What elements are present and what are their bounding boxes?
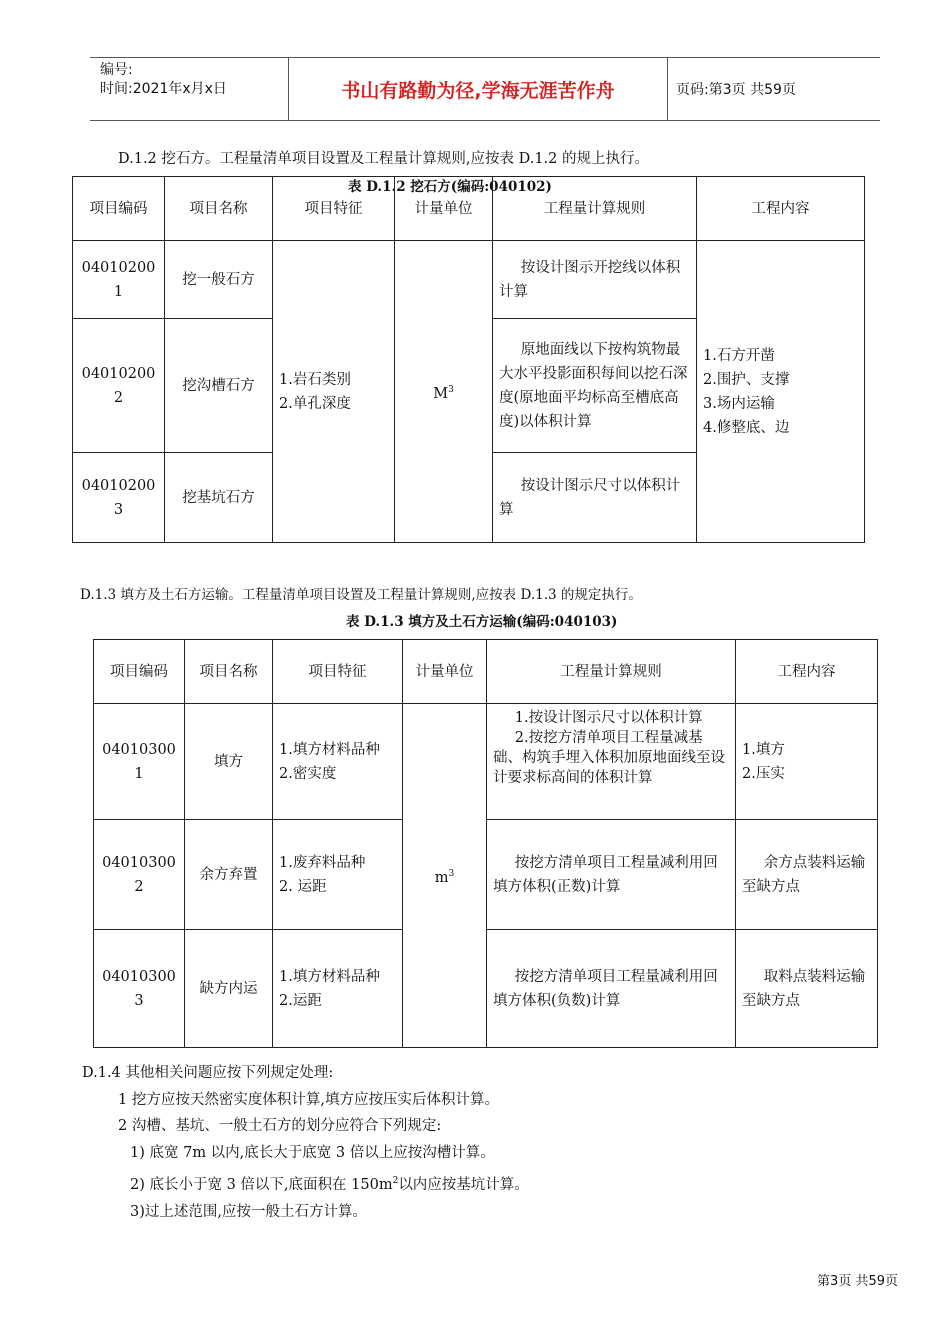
rule-cell xyxy=(487,704,736,820)
header-cell: 项目名称 xyxy=(165,177,273,241)
table-header-row xyxy=(94,640,878,704)
sub2-text-b: 以内应按基坑计算。 xyxy=(398,1177,529,1193)
table-d13 xyxy=(93,639,878,1048)
content-line: 1.石方开凿 xyxy=(703,347,775,364)
feature-line: 1.填方材料品种 xyxy=(279,741,380,758)
rule-line: 1.按设计图示尺寸以体积计算 xyxy=(514,710,703,726)
feature-line: 2.运距 xyxy=(279,992,322,1009)
page-footer: 第3页 共59页 xyxy=(817,1274,898,1289)
time-label: 时间:2021年x月x日 xyxy=(100,81,227,97)
page-header xyxy=(90,57,880,121)
feature-line: 1.岩石类别 xyxy=(279,371,351,388)
header-cell: 工程内容 xyxy=(736,640,878,704)
feature-line: 2.单孔深度 xyxy=(279,395,351,412)
rule-cell: 按设计图示开挖线以体积计算 xyxy=(493,241,697,319)
header-meta xyxy=(90,58,288,120)
feature-line: 2. 运距 xyxy=(279,878,327,895)
table-row xyxy=(73,241,865,319)
table-header-row xyxy=(73,177,865,241)
feature-cell xyxy=(273,241,395,543)
motto: 书山有路勤为径,学海无涯苦作舟 xyxy=(288,58,668,120)
page-label: 页码:第3页 共59页 xyxy=(676,82,796,98)
rule-line: 2.按挖方清单项目工程量减基础、构筑手埋入体积加原地面线至设计要求标高间的体积计算 xyxy=(493,730,725,786)
code-cell: 040102003 xyxy=(73,453,165,543)
content-line: 4.修整底、边 xyxy=(703,419,790,436)
header-cell: 工程量计算规则 xyxy=(487,640,736,704)
feature-line: 1.废弃料品种 xyxy=(279,854,366,871)
header-cell: 项目特征 xyxy=(273,640,403,704)
header-cell: 项目名称 xyxy=(185,640,273,704)
content-line: 2.围护、支撑 xyxy=(703,371,790,388)
sub2-text-a: 2) 底长小于宽 3 倍以下,底面积在 150m xyxy=(130,1177,393,1193)
rule-cell: 原地面线以下按构筑物最大水平投影面积每间以挖石深度(原地面平均标高至槽底高度)以体积计算 xyxy=(493,319,697,453)
content-cell: 取料点装料运输至缺方点 xyxy=(736,930,878,1048)
unit-sup: 3 xyxy=(448,868,455,879)
d14-sub3: 3)过上述范围,应按一般土石方计算。 xyxy=(130,1204,367,1220)
feature-cell xyxy=(273,704,403,820)
content-line: 2.压实 xyxy=(742,765,785,782)
name-cell: 挖基坑石方 xyxy=(165,453,273,543)
intro-paragraph: D.1.2 挖石方。工程量清单项目设置及工程量计算规则,应按表 D.1.2 的规上执行。 xyxy=(118,151,649,167)
content-cell xyxy=(736,704,878,820)
unit-cell xyxy=(395,241,493,543)
header-cell: 计量单位 xyxy=(403,640,487,704)
feature-cell xyxy=(273,930,403,1048)
code-cell: 040103003 xyxy=(94,930,185,1048)
header-cell: 项目编码 xyxy=(73,177,165,241)
d14-title: D.1.4 其他相关问题应按下列规定处理: xyxy=(82,1065,334,1081)
rule-cell: 按挖方清单项目工程量减利用回填方体积(负数)计算 xyxy=(487,930,736,1048)
content-cell: 余方点装料运输至缺方点 xyxy=(736,820,878,930)
content-line: 3.场内运输 xyxy=(703,395,775,412)
code-cell: 040103002 xyxy=(94,820,185,930)
feature-line: 1.填方材料品种 xyxy=(279,968,380,985)
code-cell: 040103001 xyxy=(94,704,185,820)
header-cell: 计量单位 xyxy=(395,177,493,241)
header-cell: 工程量计算规则 xyxy=(493,177,697,241)
content-line: 1.填方 xyxy=(742,741,785,758)
unit-sup: 3 xyxy=(448,384,454,395)
number-label: 编号: xyxy=(100,62,133,78)
table-row xyxy=(94,704,878,820)
name-cell: 缺方内运 xyxy=(185,930,273,1048)
header-cell: 工程内容 xyxy=(697,177,865,241)
unit-text: M xyxy=(433,385,449,402)
name-cell: 填方 xyxy=(185,704,273,820)
rule-cell: 按挖方清单项目工程量减利用回填方体积(正数)计算 xyxy=(487,820,736,930)
code-cell: 040102002 xyxy=(73,319,165,453)
content-cell xyxy=(697,241,865,543)
feature-cell xyxy=(273,820,403,930)
d13-paragraph: D.1.3 填方及土石方运输。工程量清单项目设置及工程量计算规则,应按表 D.1.3 的规定执行。 xyxy=(80,587,642,603)
d14-sub1: 1) 底宽 7m 以内,底长大于底宽 3 倍以上应按沟槽计算。 xyxy=(130,1145,495,1161)
header-cell: 项目特征 xyxy=(273,177,395,241)
unit-text: m xyxy=(434,869,449,886)
code-cell: 040102001 xyxy=(73,241,165,319)
sub2-sup: 2 xyxy=(392,1176,399,1187)
table-d12 xyxy=(72,176,865,543)
d14-item2: 2 沟槽、基坑、一般土石方的划分应符合下列规定: xyxy=(118,1118,442,1134)
d14-sub2 xyxy=(130,1173,529,1194)
unit-cell xyxy=(403,704,487,1048)
table2-caption: 表 D.1.3 填方及土石方运输(编码:040103) xyxy=(346,614,618,630)
table1-caption: 表 D.1.2 挖石方(编码:040102) xyxy=(348,179,552,195)
name-cell: 挖沟槽石方 xyxy=(165,319,273,453)
feature-line: 2.密实度 xyxy=(279,765,337,782)
rule-cell: 按设计图示尺寸以体积计算 xyxy=(493,453,697,543)
name-cell: 余方弃置 xyxy=(185,820,273,930)
header-cell: 项目编码 xyxy=(94,640,185,704)
d14-item1: 1 挖方应按天然密实度体积计算,填方应按压实后体积计算。 xyxy=(118,1092,499,1108)
name-cell: 挖一般石方 xyxy=(165,241,273,319)
